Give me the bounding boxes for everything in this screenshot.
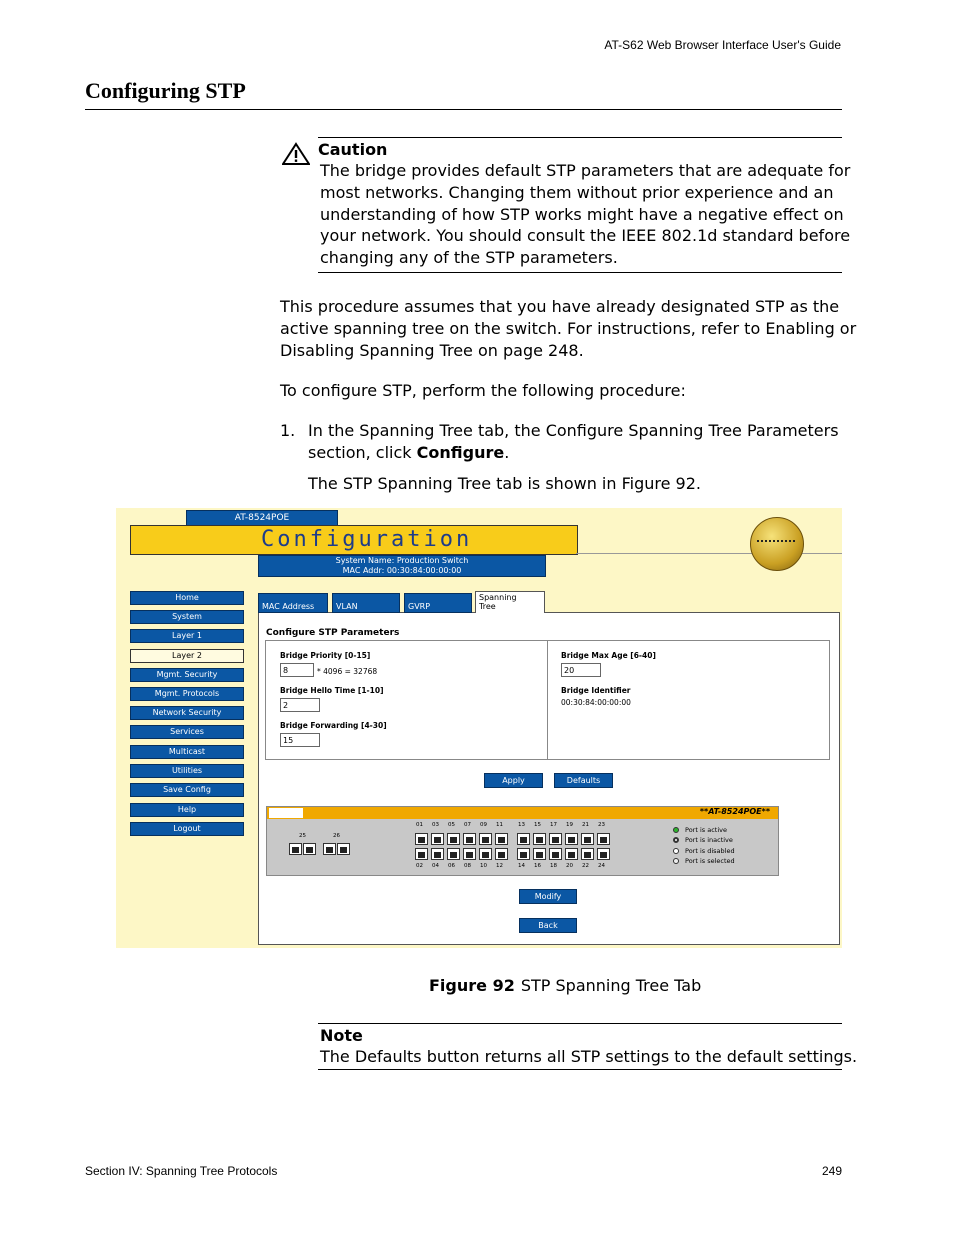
- port-number: 07: [464, 822, 471, 828]
- port-23[interactable]: [597, 833, 610, 845]
- intro-paragraph: [280, 296, 856, 361]
- mac-address: MAC Addr: 00:30:84:00:00:00: [342, 566, 462, 575]
- warning-icon: [282, 142, 310, 166]
- port-26[interactable]: [337, 843, 350, 855]
- forwarding-input[interactable]: 15: [280, 733, 320, 747]
- port-number: 13: [518, 822, 525, 828]
- port-24[interactable]: [597, 848, 610, 860]
- port-17[interactable]: [549, 833, 562, 845]
- nav-help[interactable]: Help: [130, 803, 244, 817]
- figure-caption: [429, 976, 701, 995]
- nav-save-config[interactable]: Save Config: [130, 783, 244, 797]
- step-bold: Configure: [416, 442, 505, 462]
- vendor-logo-icon: [269, 808, 303, 818]
- tab-spanning-tree[interactable]: [475, 591, 545, 613]
- defaults-button[interactable]: Defaults: [554, 773, 613, 788]
- port-03[interactable]: [431, 833, 444, 845]
- port-25[interactable]: [289, 843, 302, 855]
- port-number: 23: [598, 822, 605, 828]
- port-number: 11: [496, 822, 503, 828]
- port-number: 21: [582, 822, 589, 828]
- port-number: 14: [518, 863, 525, 869]
- nav-utilities[interactable]: Utilities: [130, 764, 244, 778]
- intro-line: active spanning tree on the switch. For instructions, refer to Enabling or: [280, 318, 857, 338]
- model-tab: AT-8524POE: [186, 510, 338, 527]
- active-legend-icon: [673, 827, 679, 833]
- disabled-legend-icon: [673, 848, 679, 854]
- port-18[interactable]: [549, 848, 562, 860]
- caution-line: understanding of how STP works might have a negative effect on: [320, 204, 844, 224]
- port-number: 24: [598, 863, 605, 869]
- legend-disabled: Port is disabled: [685, 847, 735, 855]
- hello-time-label: Bridge Hello Time [1-10]: [280, 686, 384, 695]
- port-number: 09: [480, 822, 487, 828]
- running-header: AT-S62 Web Browser Interface User's Guide: [604, 38, 841, 52]
- priority-label: Bridge Priority [0-15]: [280, 651, 371, 660]
- step-line: [308, 442, 839, 464]
- caution-top-rule: [318, 137, 842, 138]
- nav-system[interactable]: System: [130, 610, 244, 624]
- step-1-result: The STP Spanning Tree tab is shown in Figure 92.: [308, 474, 701, 493]
- selected-legend-icon: [673, 858, 679, 864]
- priority-hint: * 4096 = 32768: [317, 667, 378, 676]
- port-13[interactable]: [517, 833, 530, 845]
- section-heading: Configure STP Parameters: [266, 628, 400, 638]
- legend-active: Port is active: [685, 826, 727, 834]
- port-01[interactable]: [415, 833, 428, 845]
- procedure-lead: To configure STP, perform the following procedure:: [280, 381, 686, 400]
- max-age-input[interactable]: 20: [561, 663, 601, 677]
- intro-line: This procedure assumes that you have already designated STP as the: [280, 297, 840, 316]
- bridge-id-label: Bridge Identifier: [561, 686, 631, 695]
- port-number: 20: [566, 863, 573, 869]
- port-number: 10: [480, 863, 487, 869]
- caution-heading: Caution: [318, 140, 388, 159]
- port-number: 02: [416, 863, 423, 869]
- nav-layer-2[interactable]: Layer 2: [130, 649, 244, 663]
- caution-line: most networks. Changing them without prior experience and an: [320, 182, 834, 202]
- priority-input[interactable]: 8: [280, 663, 314, 677]
- port-26[interactable]: [323, 843, 336, 855]
- banner-text: Configuration: [261, 527, 473, 552]
- port-number: 01: [416, 822, 423, 828]
- port-09[interactable]: [479, 833, 492, 845]
- back-button[interactable]: Back: [519, 918, 577, 933]
- tab-label: Spanning: [479, 593, 517, 602]
- port-number: 05: [448, 822, 455, 828]
- port-12[interactable]: [495, 848, 508, 860]
- note-heading: Note: [320, 1026, 363, 1045]
- tab-gvrp[interactable]: GVRP: [404, 593, 472, 613]
- globe-logo-icon: [750, 517, 804, 571]
- forwarding-label: Bridge Forwarding [4-30]: [280, 721, 387, 730]
- note-top-rule: [318, 1023, 842, 1024]
- section-title: Configuring STP: [85, 78, 246, 103]
- title-rule: [85, 109, 842, 110]
- modify-button[interactable]: Modify: [519, 889, 577, 904]
- nav-mgmt-security[interactable]: Mgmt. Security: [130, 668, 244, 682]
- max-age-label: Bridge Max Age [6-40]: [561, 651, 656, 660]
- note-text: The Defaults button returns all STP settings to the default settings.: [320, 1047, 858, 1066]
- step-line: In the Spanning Tree tab, the Configure Spanning Tree Parameters: [308, 421, 839, 440]
- port-number: 17: [550, 822, 557, 828]
- figure-title: STP Spanning Tree Tab: [520, 976, 702, 995]
- port-number: 12: [496, 863, 503, 869]
- port-07[interactable]: [463, 833, 476, 845]
- configuration-banner: [130, 525, 578, 555]
- port-number: 03: [432, 822, 439, 828]
- port-number: 22: [582, 863, 589, 869]
- system-info: [258, 555, 546, 577]
- port-number: 19: [566, 822, 573, 828]
- caution-line: The bridge provides default STP parameters that are adequate for: [320, 161, 851, 180]
- nav-services[interactable]: Services: [130, 725, 244, 739]
- port-number: 04: [432, 863, 439, 869]
- port-25[interactable]: [303, 843, 316, 855]
- note-bottom-rule: [318, 1069, 842, 1070]
- figure-screenshot: [116, 508, 842, 948]
- port-11[interactable]: [495, 833, 508, 845]
- caution-bottom-rule: [318, 272, 842, 273]
- nav-multicast[interactable]: Multicast: [130, 745, 244, 759]
- nav-home[interactable]: Home: [130, 591, 244, 605]
- port-number: 18: [550, 863, 557, 869]
- port-08[interactable]: [463, 848, 476, 860]
- footer-section: Section IV: Spanning Tree Protocols: [85, 1164, 278, 1178]
- port-number: 26: [333, 833, 340, 839]
- nav-logout[interactable]: Logout: [130, 822, 244, 836]
- bridge-id-value: 00:30:84:00:00:00: [561, 698, 631, 707]
- hello-time-input[interactable]: 2: [280, 698, 320, 712]
- port-15[interactable]: [533, 833, 546, 845]
- step-1-text: [308, 420, 839, 464]
- port-number: 08: [464, 863, 471, 869]
- caution-line: changing any of the STP parameters.: [320, 248, 618, 268]
- legend-selected: Port is selected: [685, 857, 735, 865]
- port-10[interactable]: [479, 848, 492, 860]
- panel-model: **AT-8524POE**: [699, 807, 770, 816]
- port-number: 25: [299, 833, 306, 839]
- tab-mac-address[interactable]: MAC Address: [258, 593, 328, 613]
- system-name: System Name: Production Switch: [335, 556, 469, 565]
- nav-network-security[interactable]: Network Security: [130, 706, 244, 720]
- step-number: 1.: [280, 421, 296, 440]
- caution-line: your network. You should consult the IEEE 802.1d standard before: [320, 226, 851, 246]
- port-05[interactable]: [447, 833, 460, 845]
- step-text: section, click: [308, 442, 417, 462]
- port-16[interactable]: [533, 848, 546, 860]
- tab-label: Tree: [479, 602, 496, 611]
- switch-front-panel: [266, 806, 779, 876]
- nav-mgmt-protocols[interactable]: Mgmt. Protocols: [130, 687, 244, 701]
- port-number: 06: [448, 863, 455, 869]
- tab-vlan[interactable]: VLAN: [332, 593, 400, 613]
- port-04[interactable]: [431, 848, 444, 860]
- port-20[interactable]: [565, 848, 578, 860]
- port-number: 15: [534, 822, 541, 828]
- step-text: .: [504, 442, 510, 462]
- panel-header: [267, 807, 778, 819]
- inactive-legend-icon: [673, 837, 679, 843]
- page-number: 249: [821, 1164, 842, 1178]
- caution-body: [320, 160, 850, 269]
- intro-line: Disabling Spanning Tree on page 248.: [280, 340, 584, 360]
- port-19[interactable]: [565, 833, 578, 845]
- port-14[interactable]: [517, 848, 530, 860]
- legend-inactive: Port is inactive: [685, 836, 733, 844]
- port-21[interactable]: [581, 833, 594, 845]
- port-number: 16: [534, 863, 541, 869]
- port-06[interactable]: [447, 848, 460, 860]
- port-22[interactable]: [581, 848, 594, 860]
- apply-button[interactable]: Apply: [484, 773, 543, 788]
- port-02[interactable]: [415, 848, 428, 860]
- nav-layer-1[interactable]: Layer 1: [130, 629, 244, 643]
- figure-label: Figure 92: [429, 976, 515, 995]
